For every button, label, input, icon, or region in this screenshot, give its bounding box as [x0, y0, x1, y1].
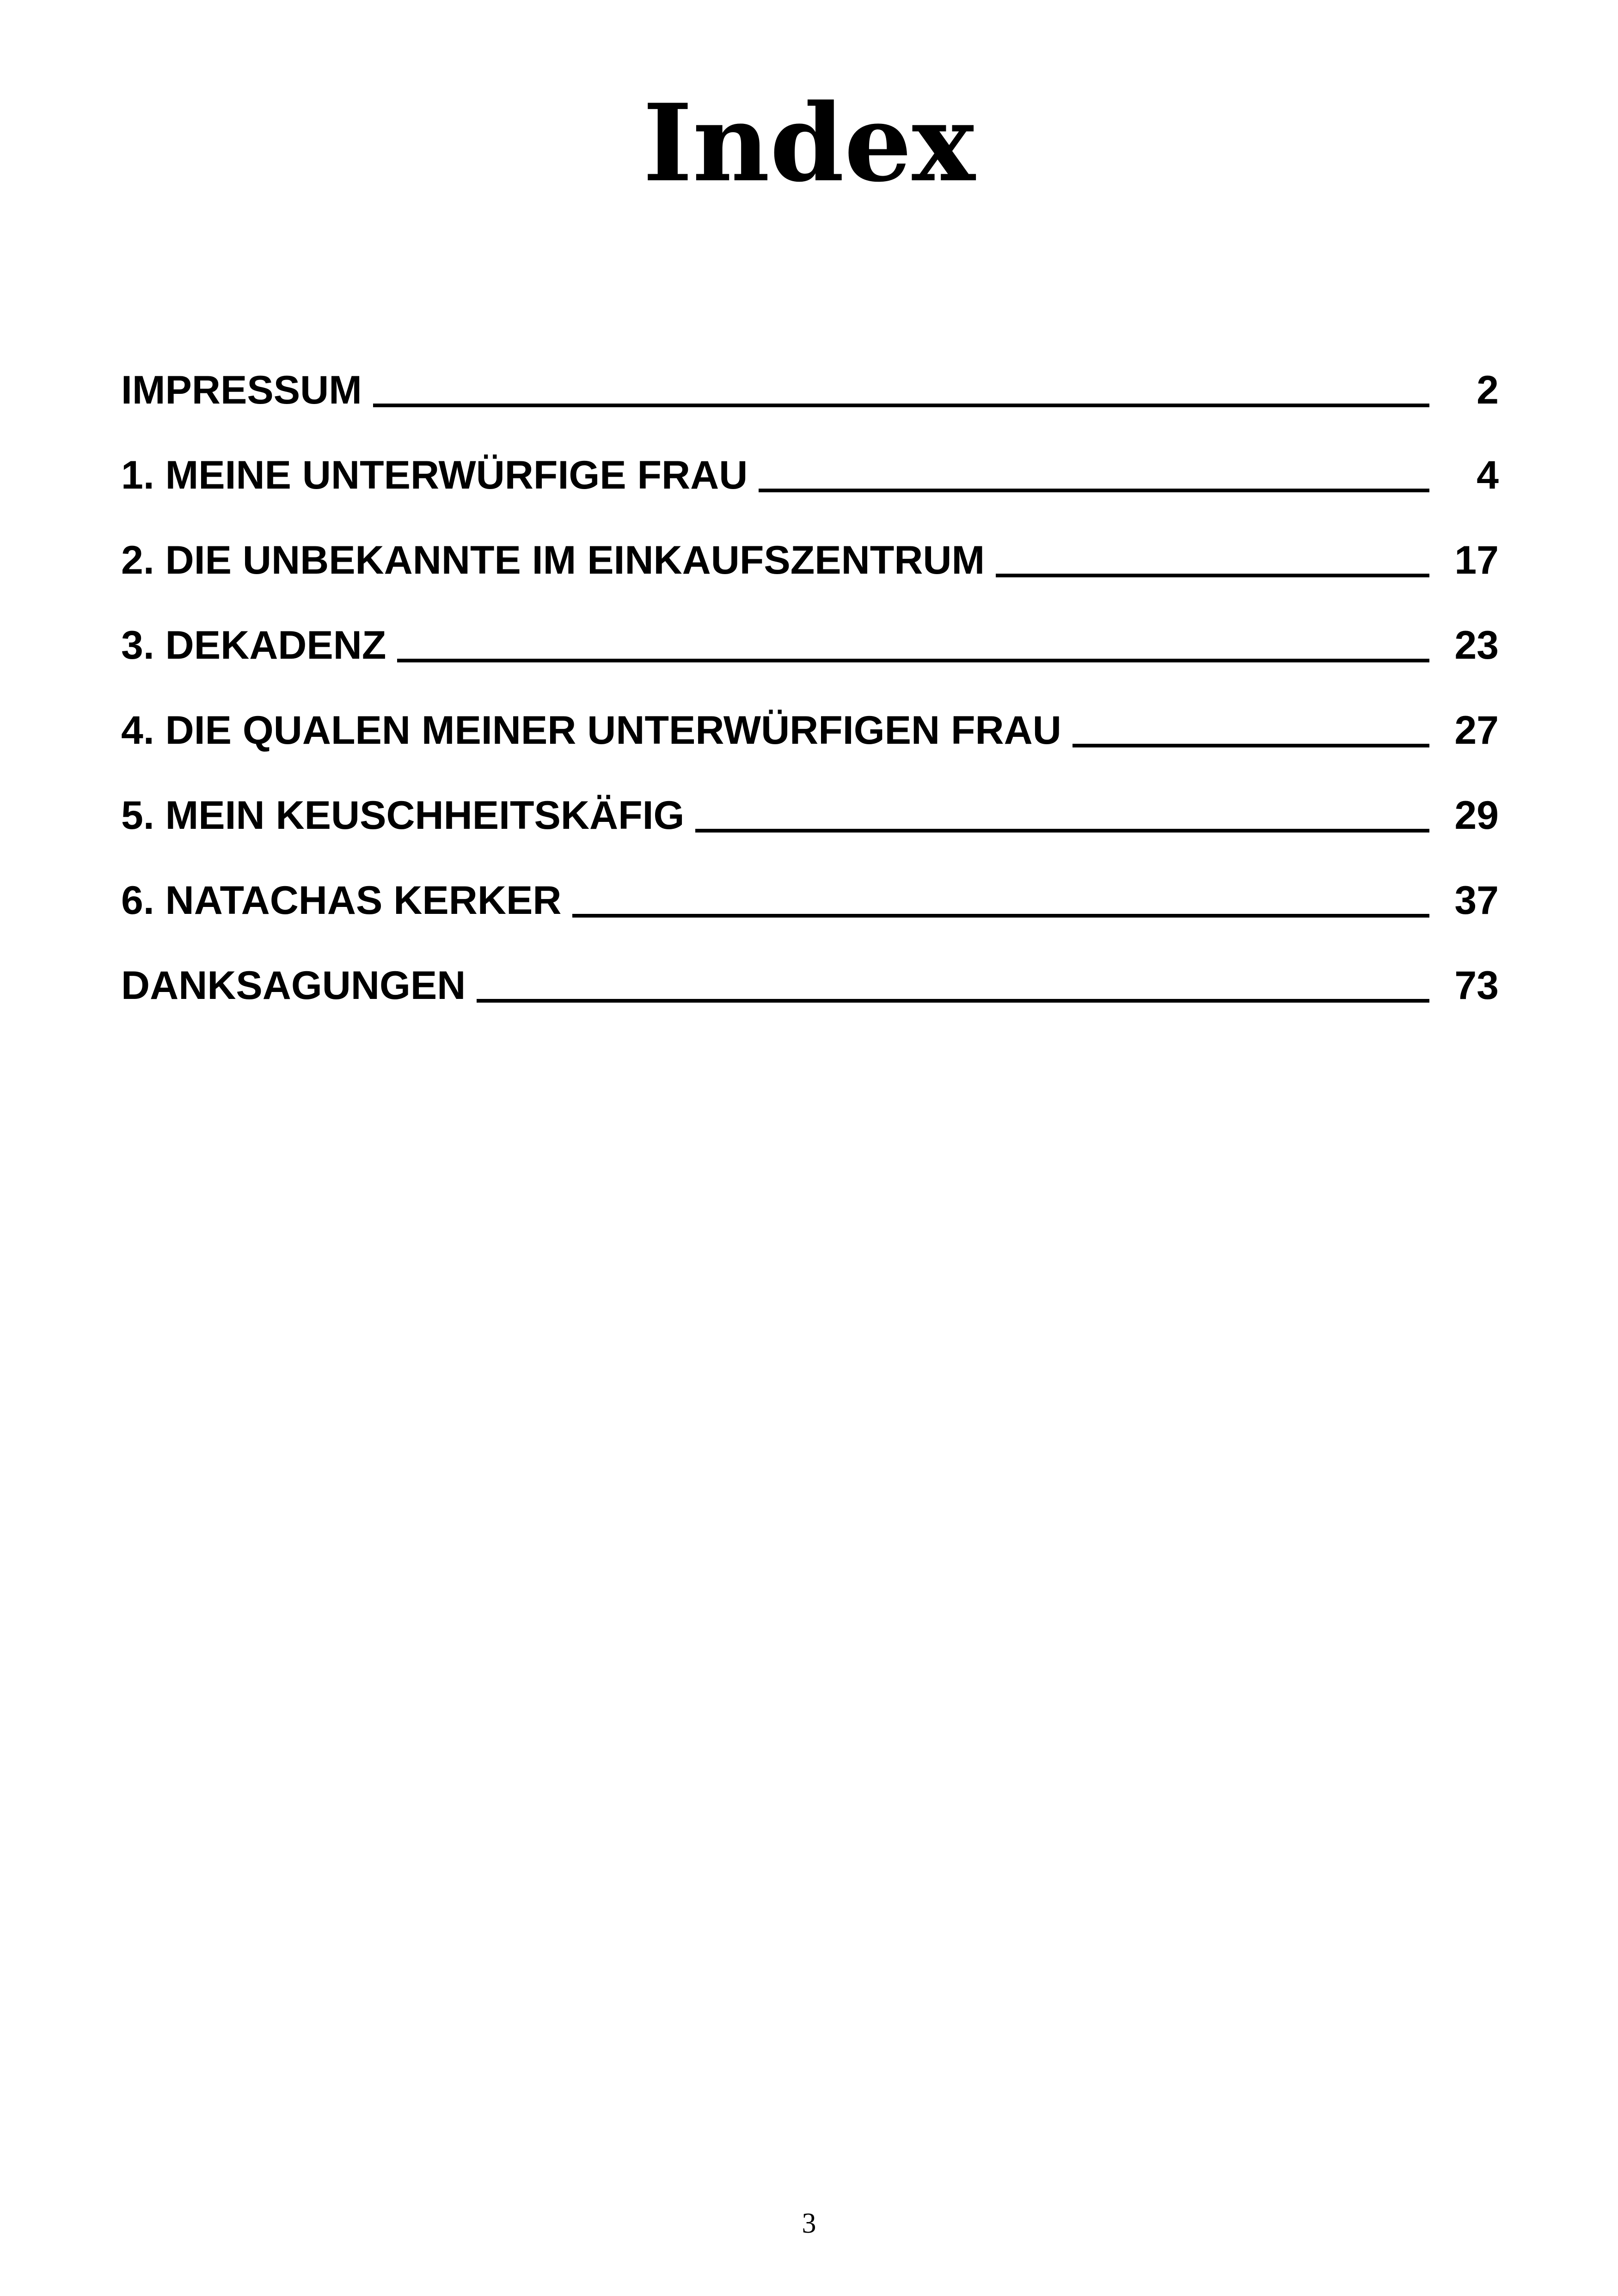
toc-entry-label: 5. MEIN KEUSCHHEITSKÄFIG — [121, 793, 685, 838]
toc-entry-chapter-1[interactable] — [121, 416, 1499, 501]
toc-entry-chapter-4[interactable] — [121, 671, 1499, 756]
page-title: Index — [643, 81, 975, 206]
toc-leader-line — [759, 489, 1429, 492]
toc-entry-page: 73 — [1454, 963, 1499, 1008]
toc-entry-label: 4. DIE QUALEN MEINER UNTERWÜRFIGEN FRAU — [121, 708, 1061, 753]
toc-entry-page: 27 — [1454, 708, 1499, 753]
toc-entry-page: 4 — [1477, 453, 1499, 497]
toc-entry-page: 37 — [1454, 878, 1499, 923]
toc-entry-chapter-3[interactable] — [121, 586, 1499, 671]
toc-entry-impressum[interactable] — [121, 331, 1499, 416]
toc-entry-page: 23 — [1454, 623, 1499, 667]
page-number: 3 — [802, 2208, 816, 2239]
toc-entry-label: 2. DIE UNBEKANNTE IM EINKAUFSZENTRUM — [121, 538, 985, 582]
toc-leader-line — [1073, 744, 1429, 747]
toc-leader-line — [397, 659, 1429, 662]
toc-entry-chapter-5[interactable] — [121, 756, 1499, 841]
toc-entry-danksagungen[interactable] — [121, 926, 1499, 1011]
toc-entry-page: 29 — [1454, 793, 1499, 838]
toc-leader-line — [373, 404, 1429, 407]
toc-entry-label: 1. MEINE UNTERWÜRFIGE FRAU — [121, 453, 748, 497]
toc-leader-line — [695, 829, 1429, 833]
toc-entry-page: 17 — [1454, 538, 1499, 582]
toc-entry-chapter-2[interactable] — [121, 501, 1499, 586]
toc-entry-label: 3. DEKADENZ — [121, 623, 386, 667]
toc-entry-page: 2 — [1477, 368, 1499, 412]
toc-leader-line — [572, 914, 1429, 918]
toc-leader-line — [477, 999, 1429, 1003]
toc-entry-label: DANKSAGUNGEN — [121, 963, 466, 1008]
toc-leader-line — [996, 574, 1429, 577]
toc-entry-chapter-6[interactable] — [121, 841, 1499, 926]
table-of-contents — [121, 331, 1499, 1011]
toc-entry-label: 6. NATACHAS KERKER — [121, 878, 562, 923]
toc-entry-label: IMPRESSUM — [121, 368, 362, 412]
